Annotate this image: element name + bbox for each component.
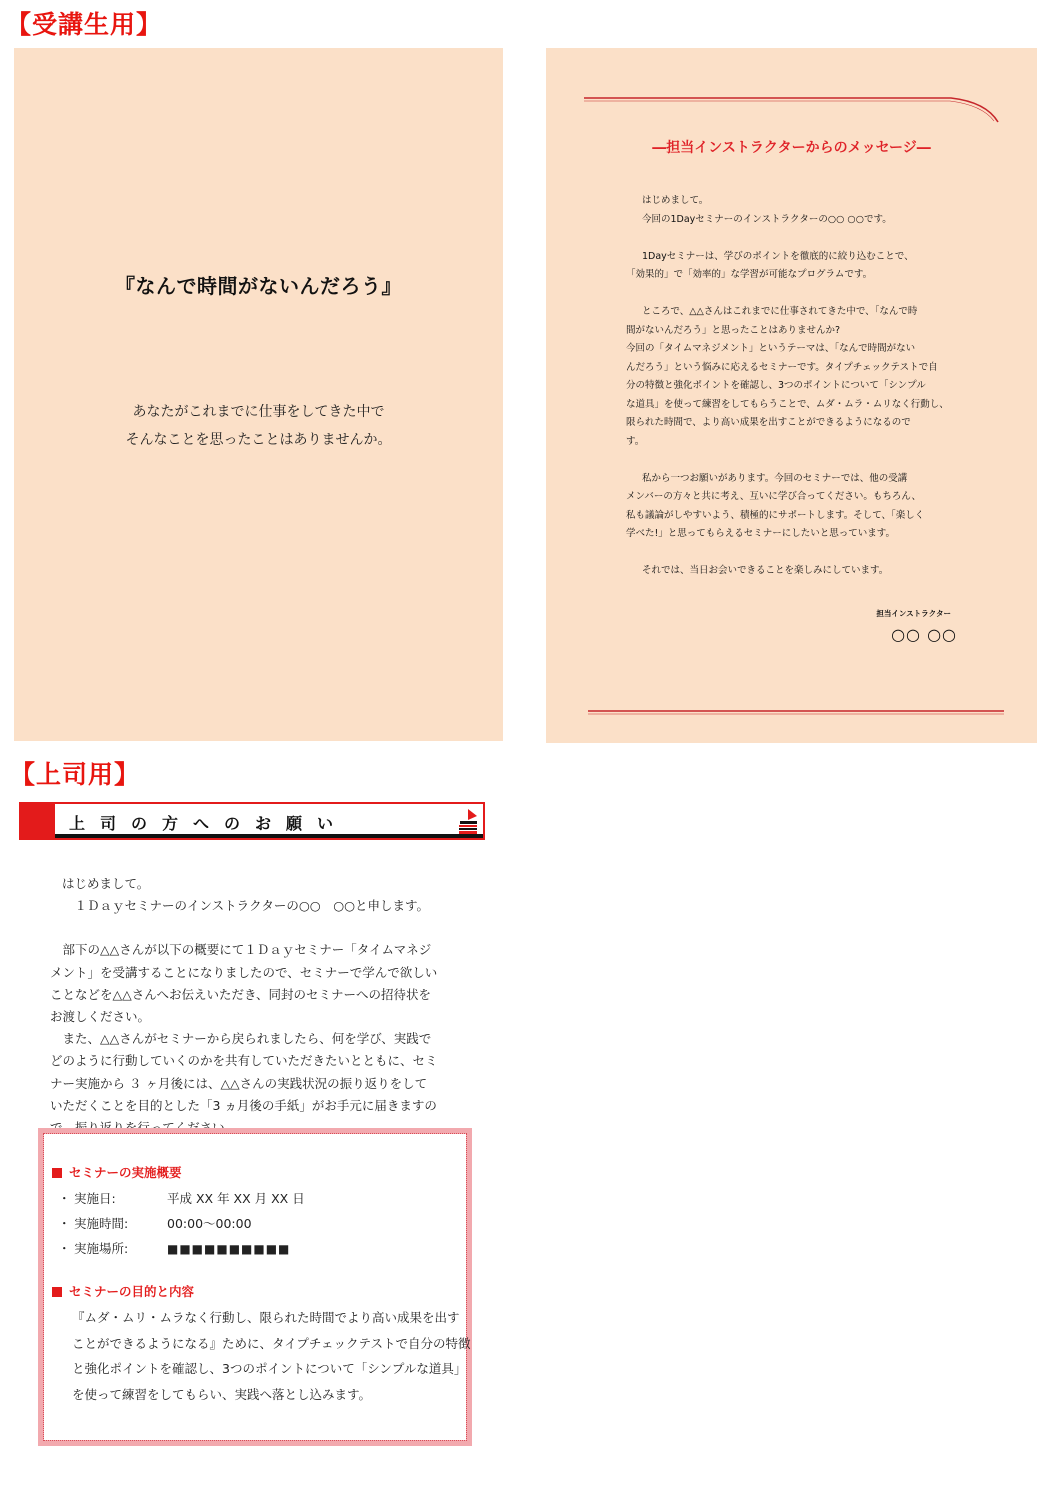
- student-section-heading: 【受講生用】: [6, 10, 163, 39]
- info-label: 実施場所:: [74, 1241, 129, 1256]
- boss-paragraph: 部下の△△さんが以下の概要にて１Ｄａｙセミナー「タイムマネジ メント」を受講することになりましたので、セミナーで学んで欲しい ことなどを△△さんへお伝えいただき、同封のセミナーへの招待状を お渡しください。 また、△△さんがセミナーから戻られましたら、何を学び、実践で どのように行動していくのかを共有していただきたいとともに、セミ ナー実施から ３ ヶ月後には、△△さんの実践状況の振り返りをして いただくことを目的とした「3 ヵ月後の手紙」がお手元に届きますの: [50, 942, 438, 1113]
- signature-name: ○○ ○○: [891, 625, 957, 644]
- seminar-info-box: [38, 1128, 472, 1446]
- boss-letter-body: [50, 873, 470, 1139]
- student-message-page: [546, 48, 1037, 743]
- student-cover-page: [14, 48, 503, 741]
- message-body: [626, 192, 956, 581]
- message-title: ―担当インストラクターからのメッセージ―: [652, 140, 931, 156]
- info-row-place: [58, 1239, 290, 1257]
- message-paragraph: 私から一つお願いがあります。今回のセミナーでは、他の受講 メンバーの方々と共に考え、互いに学び合ってください。もちろん、 私も議論がしやすいよう、積極的にサポートします。そして、「楽しく 学べた!」と思ってもらえるセミナーにしたいと思っています。: [626, 472, 925, 539]
- heading-square-icon: [52, 1287, 62, 1297]
- info-label: 実施日:: [74, 1191, 116, 1206]
- bullet: ・: [58, 1216, 71, 1231]
- boss-section-heading: 【上司用】: [10, 760, 141, 789]
- purpose-heading-text: セミナーの目的と内容: [69, 1284, 195, 1299]
- banner-black-rule: [55, 834, 483, 838]
- info-row-time: [58, 1214, 252, 1232]
- cover-question: [14, 398, 503, 454]
- banner-red-bar: [21, 804, 55, 838]
- boss-letter-banner: [19, 802, 485, 840]
- banner-book-icon: [457, 808, 479, 836]
- overview-heading: [52, 1163, 182, 1181]
- cover-title: 『なんで時間がないんだろう』: [115, 274, 402, 298]
- purpose-heading: [52, 1282, 194, 1300]
- message-paragraph: ところで、△△さんはこれまでに仕事されてきた中で、「なんで時 間がないんだろう」と思ったことはありませんか? 今回の「タイムマネジメント」というテーマは、「なんで時間がない んだろう」という悩みに応えるセミナーです。タイプチェックテストで自 分の特徴と強化ポイントを確認し、3つのポイントについて「シンプル な道具」を使って練習をしてもらうことで、ムダ・ムラ・ムリなく行動し、 限られた時間で、より高い成果を出すことができるようになるので す。: [626, 306, 949, 447]
- info-label: 実施時間:: [74, 1216, 129, 1231]
- cover-line-2: そんなことを思ったことはありませんか。: [125, 432, 392, 448]
- signature-label: 担当インストラクター: [876, 609, 951, 618]
- message-paragraph: それでは、当日お会いできることを楽しみにしています。: [642, 565, 889, 576]
- info-value: ■■■■■■■■■■: [167, 1242, 291, 1256]
- message-paragraph: はじめまして。 今回の1Dayセミナーのインストラクターの○○ ○○です。: [642, 195, 892, 225]
- bullet: ・: [58, 1241, 71, 1256]
- boss-paragraph: はじめまして。 １Ｄａｙセミナーのインストラクターの○○ ○○と申します。: [62, 876, 430, 914]
- overview-heading-text: セミナーの実施概要: [69, 1165, 182, 1180]
- cover-line-1: あなたがこれまでに仕事をしてきた中で: [132, 404, 385, 420]
- bullet: ・: [58, 1191, 71, 1206]
- info-row-date: [58, 1189, 305, 1207]
- purpose-text: 『ムダ・ムリ・ムラなく行動し、限られた時間でより高い成果を出す ことができるようになる』ために、タイプチェックテストで自分の特徴 と強化ポイントを確認し、3つのポイントについて「シンプルな道具」 を使って練習をしてもらい、実践へ落とし込みます。: [72, 1310, 471, 1402]
- message-paragraph: 1Dayセミナーは、学びのポイントを徹底的に絞り込むことで、 「効果的」で「効率的」な学習が可能なプログラムです。: [626, 250, 914, 280]
- banner-title: 上司の方へのお願い: [69, 814, 349, 833]
- info-value: 平成 XX 年 XX 月 XX 日: [167, 1191, 305, 1206]
- heading-square-icon: [52, 1168, 62, 1178]
- info-value: 00:00～00:00: [167, 1216, 252, 1231]
